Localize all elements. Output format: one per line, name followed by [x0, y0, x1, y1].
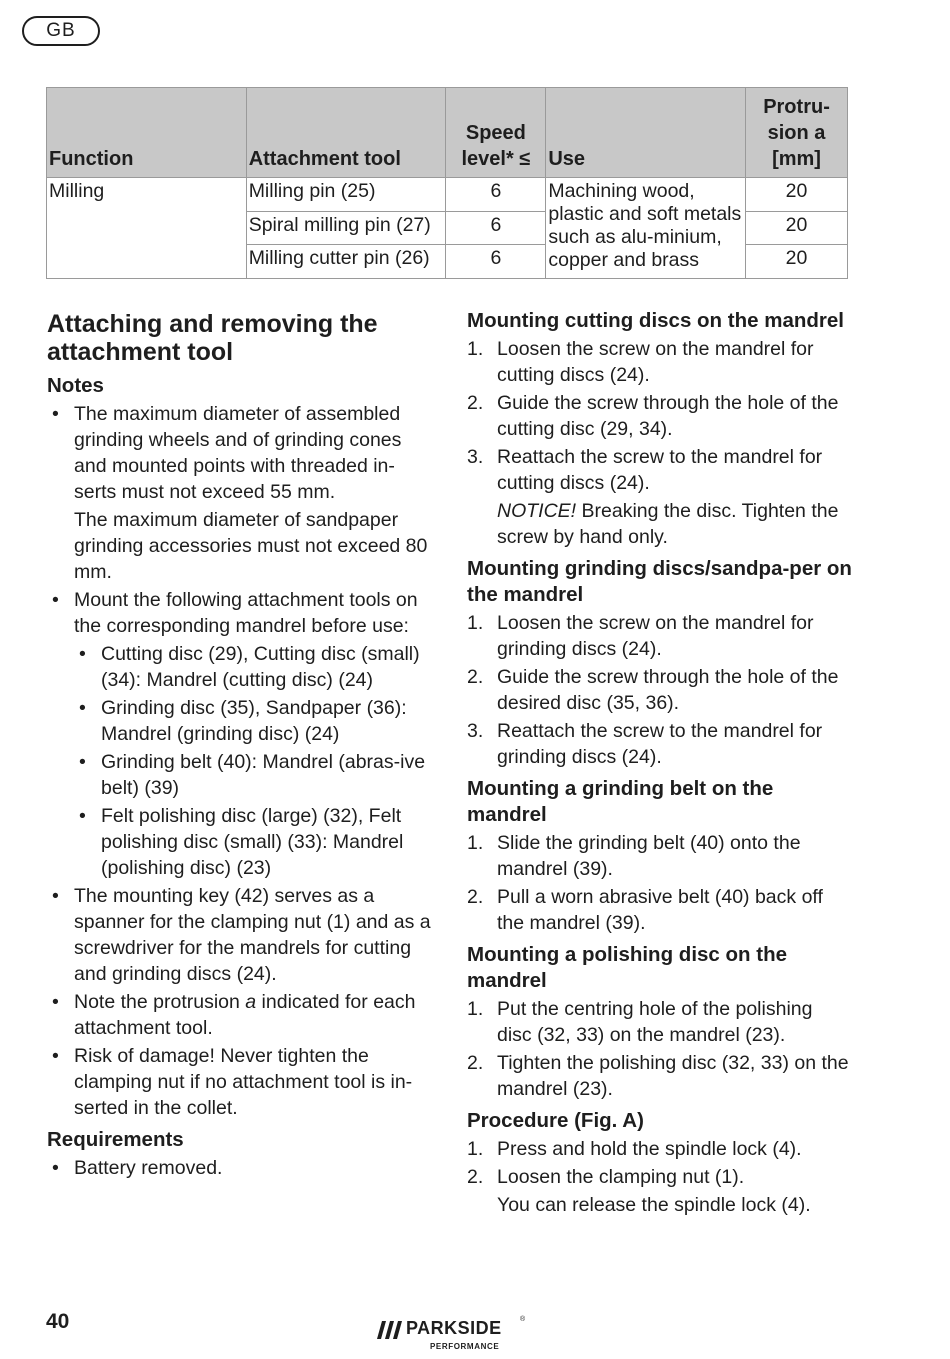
- logo-stripes-icon: [374, 1321, 402, 1339]
- table-row: [47, 178, 848, 212]
- protrusion-variable: a: [245, 991, 257, 1013]
- logo-registered-mark: ®: [520, 1316, 526, 1323]
- list-item: • Felt polishing disc (large) (32), Felt polishing disc (small) (33): Mandrel (polishing disc) (23): [74, 803, 432, 881]
- procedure-steps: [467, 1136, 852, 1218]
- cell-speed: 6: [446, 178, 546, 212]
- page-number: 40: [46, 1310, 70, 1333]
- cutting-discs-heading: Mounting cutting discs on the mandrel: [467, 309, 844, 332]
- requirements-heading: Requirements: [47, 1128, 184, 1151]
- cell-speed: 6: [446, 211, 546, 245]
- parkside-logo: [374, 1316, 534, 1354]
- list-item: • Mount the following attachment tools on the corresponding mandrel before use: • Cutting disc (29), Cutting disc (small) (34): Mandrel (cutting disc) (24) • Grinding disc (35), Sandpaper (36): Mandrel (grinding disc) (24) • Grinding belt (40): Mandrel (abras-ive belt) (39) • Felt polishing disc (large) (32), Felt polishing disc (small) (33): Mandrel (polishing disc) (23): [47, 587, 432, 881]
- list-item: • Grinding disc (35), Sandpaper (36): Mandrel (grinding disc) (24): [74, 695, 432, 747]
- grinding-discs-heading: Mounting grinding discs/sandpa-per on the mandrel: [467, 557, 852, 606]
- list-item: 2. Guide the screw through the hole of the cutting disc (29, 34).: [467, 392, 839, 440]
- specification-table: [46, 87, 848, 279]
- list-item: 3. Reattach the screw to the mandrel for grinding discs (24).: [467, 720, 823, 768]
- grinding-discs-steps: [467, 610, 852, 770]
- list-item: 3. Reattach the screw to the mandrel for cutting discs (24). NOTICE! Breaking the disc. Tighten the screw by hand only.: [467, 444, 852, 550]
- polishing-disc-steps: [467, 996, 852, 1102]
- logo-subtitle: PERFORMANCE: [430, 1342, 500, 1351]
- notice-text: NOTICE! Breaking the disc. Tighten the screw by hand only.: [497, 500, 839, 548]
- cell-protrusion: 20: [746, 178, 848, 212]
- list-item: 1. Slide the grinding belt (40) onto the mandrel (39).: [467, 832, 801, 880]
- note-extra: The maximum diameter of sandpaper grinding accessories must not exceed 80 mm.: [74, 509, 428, 583]
- header-attachment-tool: Attachment tool: [246, 88, 446, 178]
- requirements-list: [47, 1155, 432, 1181]
- header-use: Use: [546, 88, 746, 178]
- cell-tool: Milling cutter pin (26): [246, 245, 446, 279]
- grinding-belt-heading: Mounting a grinding belt on the mandrel: [467, 777, 774, 826]
- list-item: 2. Guide the screw through the hole of the desired disc (35, 36).: [467, 666, 839, 714]
- list-item: • Note the protrusion a indicated for each attachment tool.: [47, 989, 432, 1041]
- list-item: • Cutting disc (29), Cutting disc (small) (34): Mandrel (cutting disc) (24): [74, 641, 432, 693]
- list-item: • Risk of damage! Never tighten the clamping nut if no attachment tool is in-serted in the collet.: [47, 1043, 432, 1121]
- list-item: • Grinding belt (40): Mandrel (abras-ive belt) (39): [74, 749, 432, 801]
- procedure-heading: Procedure (Fig. A): [467, 1109, 644, 1132]
- cutting-discs-steps: [467, 336, 852, 550]
- notes-heading: Notes: [47, 374, 104, 397]
- cell-function: Milling: [47, 178, 247, 279]
- list-item: 2. Loosen the clamping nut (1). You can release the spindle lock (4).: [467, 1164, 852, 1218]
- header-function: Function: [47, 88, 247, 178]
- notes-list: [47, 401, 432, 1121]
- polishing-disc-heading: Mounting a polishing disc on the mandrel: [467, 943, 788, 992]
- list-item: • Battery removed.: [47, 1155, 432, 1181]
- section-title: Attaching and removing the attachment tool: [47, 310, 378, 366]
- list-item: 1. Loosen the screw on the mandrel for grinding discs (24).: [467, 612, 814, 660]
- table-header-row: [47, 88, 848, 178]
- list-item: • The mounting key (42) serves as a spanner for the clamping nut (1) and as a screwdriver for the mandrels for cutting and grinding discs (24).: [47, 883, 432, 987]
- cell-speed: 6: [446, 245, 546, 279]
- header-speed-level: Speed level* ≤: [446, 88, 546, 178]
- notice-label: NOTICE!: [497, 500, 577, 522]
- list-item: 1. Loosen the screw on the mandrel for cutting discs (24).: [467, 338, 814, 386]
- cell-use: Machining wood, plastic and soft metals such as alu-minium, copper and brass: [546, 178, 746, 279]
- list-item: 2. Pull a worn abrasive belt (40) back off the mandrel (39).: [467, 886, 823, 934]
- mandrel-sublist: [74, 641, 432, 881]
- list-item: 2. Tighten the polishing disc (32, 33) on the mandrel (23).: [467, 1052, 849, 1100]
- list-item: 1. Put the centring hole of the polishing disc (32, 33) on the mandrel (23).: [467, 998, 813, 1046]
- header-protrusion: Protru- sion a [mm]: [746, 88, 848, 178]
- left-column: [47, 308, 432, 1187]
- cell-tool: Milling pin (25): [246, 178, 446, 212]
- cell-protrusion: 20: [746, 211, 848, 245]
- list-item: • The maximum diameter of assembled grinding wheels and of grinding cones and mounted points with threaded in-serts must not exceed 55 mm. The maximum diameter of sandpaper grinding accessories must not exceed 80 mm.: [47, 401, 432, 585]
- right-column: [467, 308, 852, 1224]
- language-badge: GB: [22, 16, 100, 46]
- cell-tool: Spiral milling pin (27): [246, 211, 446, 245]
- logo-text: PARKSIDE: [406, 1318, 502, 1338]
- list-item: 1. Press and hold the spindle lock (4).: [467, 1138, 802, 1160]
- procedure-extra: You can release the spindle lock (4).: [497, 1194, 811, 1216]
- cell-protrusion: 20: [746, 245, 848, 279]
- grinding-belt-steps: [467, 830, 852, 936]
